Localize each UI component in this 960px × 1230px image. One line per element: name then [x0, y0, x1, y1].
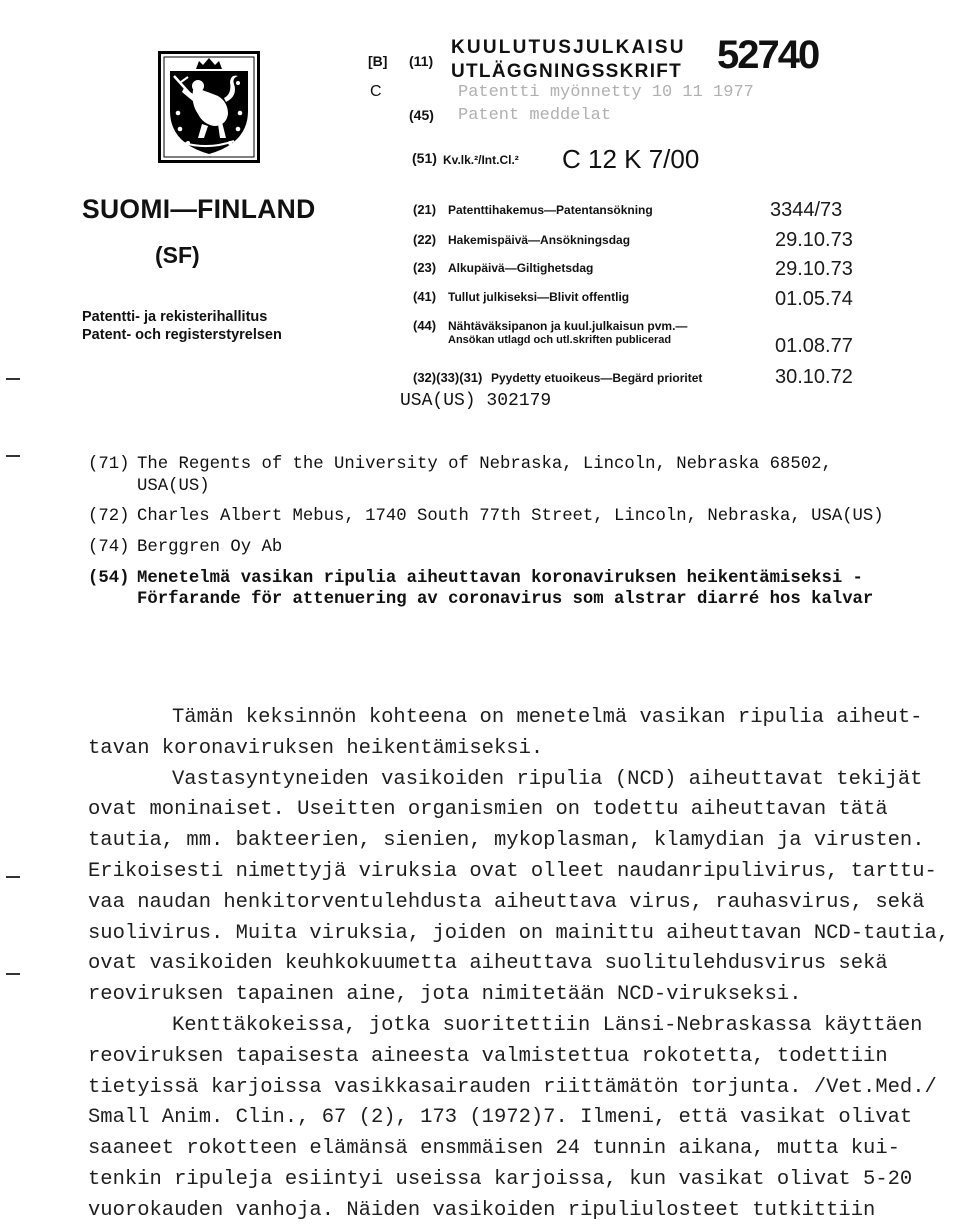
country-name: SUOMI—FINLAND — [82, 194, 316, 224]
field-effective-date — [413, 261, 743, 277]
text-line: ovat moninaiset. Useitten organismien on todettu aiheuttavan tätä — [88, 798, 888, 822]
inventor-line: Charles Albert Mebus, 1740 South 77th Street, Lincoln, Nebraska, USA(US) — [137, 507, 884, 526]
field-label: Pyydetty etuoikeus—Begärd prioritet — [491, 371, 703, 385]
text-line: Vastasyntyneiden vasikoiden ripulia (NCD) aiheuttavat tekijät — [172, 767, 923, 791]
field-label: Hakemispäivä—Ansökningsdag — [448, 233, 631, 247]
text-line: Erikoisesti nimettyjä viruksia ovat olleet naudanripulivirus, tarttu- — [88, 859, 937, 883]
text-line: tenkin ripuleja esiintyi useissa karjoissa, kun vasikat olivat 5-20 — [88, 1167, 913, 1191]
grant-date-fi: Patentti myönnetty 10 11 1977 — [458, 83, 754, 102]
grant-code: (45) — [409, 107, 434, 123]
field-value: 30.10.72 — [775, 366, 853, 388]
field-code: (41) — [413, 289, 437, 304]
classification-code: (51) — [412, 150, 437, 166]
field-code: (21) — [413, 202, 437, 217]
text-line: ovat vasikoiden keuhkokuumetta aiheuttava suolitulehdusvirus sekä — [88, 952, 888, 976]
paragraph — [88, 765, 956, 1011]
text-line: tietyissä karjoissa vasikkasairauden riittämätön torjunta. /Vet.Med./ — [88, 1075, 937, 1099]
margin-mark — [6, 876, 20, 878]
grant-date-sv: Patent meddelat — [458, 106, 612, 125]
publication-type-sv: UTLÄGGNINGSSKRIFT — [451, 61, 683, 82]
applicant-code: (71) — [88, 455, 130, 474]
text-line: Small Anim. Clin., 67 (2), 173 (1972)7. Ilmeni, että vasikat olivat — [88, 1106, 913, 1130]
classification-value: C 12 K 7/00 — [562, 144, 700, 174]
coat-of-arms-svg — [158, 51, 260, 163]
class-letter: C — [370, 83, 382, 100]
field-value: 3344/73 — [770, 199, 843, 221]
applicant-line: USA(US) — [137, 477, 210, 496]
country-code: (SF) — [155, 242, 200, 268]
text-line: Kenttäkokeissa, jotka suoritettiin Länsi-Nebraskassa käyttäen — [172, 1013, 923, 1037]
margin-mark — [6, 378, 20, 380]
kind-code: [B] — [368, 53, 388, 69]
inventor-code: (72) — [88, 507, 130, 526]
field-laid-open-date — [413, 290, 743, 306]
text-line: tautia, mm. bakteerien, sienien, mykoplasman, klamydian ja virusten. — [88, 829, 925, 853]
agent-code: (74) — [88, 538, 130, 557]
field-value: 01.05.74 — [775, 288, 853, 310]
office-name-sv: Patent- och registerstyrelsen — [82, 327, 282, 343]
field-label: Tullut julkiseksi—Blivit offentlig — [448, 290, 630, 304]
paragraph — [88, 703, 956, 765]
publication-number: 52740 — [717, 33, 819, 77]
field-application-number — [413, 203, 743, 219]
paragraph — [88, 1011, 956, 1227]
field-publication-date — [413, 319, 743, 335]
field-label-secondary: Ansökan utlagd och utl.skriften publicerad — [448, 334, 672, 346]
field-priority — [413, 371, 743, 387]
text-line: saaneet rokotteen elämänsä ensmmäisen 24 tunnin aikana, mutta kui- — [88, 1137, 900, 1161]
field-code: (32)(33)(31) — [413, 370, 483, 385]
text-line: Tämän keksinnön kohteena on menetelmä vasikan ripulia aiheut- — [172, 706, 923, 729]
text-line: reoviruksen tapainen aine, jota nimitetään NCD-virukseksi. — [88, 983, 802, 1007]
field-label: Nähtäväksipanon ja kuul.julkaisun pvm.— — [448, 319, 688, 333]
text-line: reoviruksen tapaisesta aineesta valmistettua rokotetta, todettiin — [88, 1044, 888, 1068]
publication-type-fi: KUULUTUSJULKAISU — [451, 37, 686, 58]
priority-detail: USA(US) 302179 — [400, 391, 552, 411]
field-value: 01.08.77 — [775, 335, 853, 357]
title-code: (54) — [88, 569, 130, 588]
field-code: (23) — [413, 260, 437, 275]
invention-title-sv: Förfarande för attenuering av coronavirus som alstrar diarré hos kalvar — [137, 590, 874, 609]
publication-code: (11) — [409, 53, 434, 69]
text-line: vuorokauden vanhoja. Näiden vasikoiden ripuliulosteet tutkittiin — [88, 1198, 876, 1222]
field-label: Alkupäivä—Giltighetsdag — [448, 261, 594, 275]
classification-label: Kv.lk.²/Int.Cl.² — [443, 153, 519, 167]
field-filing-date — [413, 233, 743, 249]
margin-mark — [6, 455, 20, 457]
field-code: (44) — [413, 318, 437, 333]
field-value: 29.10.73 — [775, 229, 853, 251]
field-value: 29.10.73 — [775, 258, 853, 280]
text-line: suolivirus. Muita viruksia, joiden on mainittu aiheuttavan NCD-tautia, — [88, 921, 950, 945]
margin-mark — [6, 973, 20, 975]
coat-of-arms-icon — [150, 35, 252, 147]
field-label: Patenttihakemus—Patentansökning — [448, 203, 653, 217]
office-name-fi: Patentti- ja rekisterihallitus — [82, 309, 268, 325]
text-line: vaa naudan henkitorventulehdusta aiheuttava virus, rauhasvirus, sekä — [88, 890, 925, 914]
applicant-line: The Regents of the University of Nebraska, Lincoln, Nebraska 68502, — [137, 455, 832, 474]
field-code: (22) — [413, 232, 437, 247]
agent-line: Berggren Oy Ab — [137, 538, 283, 557]
description-text — [88, 703, 956, 1227]
invention-title-fi: Menetelmä vasikan ripulia aiheuttavan koronaviruksen heikentämiseksi - — [137, 569, 863, 588]
text-line: tavan koronaviruksen heikentämiseksi. — [88, 736, 544, 760]
